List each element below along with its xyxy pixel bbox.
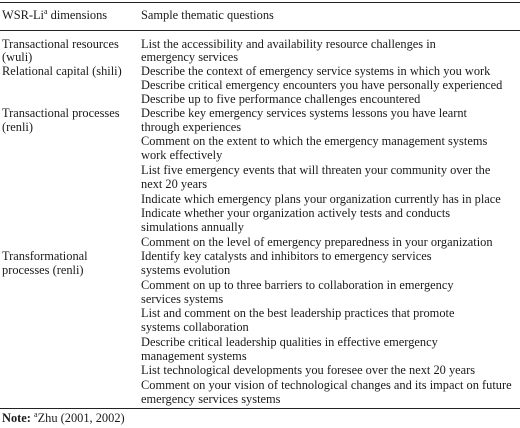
row1-question-line2: emergency services	[141, 50, 239, 64]
row4-question-line10: Comment on your vision of technological changes and its impact on future	[141, 378, 512, 392]
row4-question-line3: Comment on up to three barriers to collaboration in emergency	[141, 278, 454, 292]
header-bottom-rule	[0, 30, 520, 31]
row4-dimension-line1: Transformational	[2, 249, 88, 263]
row4-question-line9: List technological developments you foresee over the next 20 years	[141, 363, 476, 377]
note-text: Zhu (2001, 2002)	[37, 411, 125, 425]
row1-question-line1: List the accessibility and availability resource challenges in	[141, 37, 436, 51]
row4-question-line11: emergency services systems	[141, 392, 281, 406]
note-label: Note:	[2, 411, 31, 425]
row4-question-line4: services systems	[141, 292, 224, 306]
header-questions: Sample thematic questions	[141, 8, 274, 22]
row4-question-line2: systems evolution	[141, 263, 231, 277]
row4-question-line5: List and comment on the best leadership practices that promote	[141, 306, 455, 320]
table-bottom-rule	[0, 408, 520, 409]
row3-question-line7: Indicate which emergency plans your organization currently has in place	[141, 192, 501, 206]
row4-question-line6: systems collaboration	[141, 320, 249, 334]
header-dimensions-prefix: WSR-Li	[2, 8, 44, 22]
header-dimensions-suffix: dimensions	[47, 8, 108, 22]
row2-question-line2: Describe critical emergency encounters you have personally experienced	[141, 78, 503, 92]
row4-question-line1: Identify key catalysts and inhibitors to emergency services	[141, 249, 432, 263]
row3-question-line8: Indicate whether your organization actively tests and conducts	[141, 206, 451, 220]
row1-dimension-line2: (wuli)	[2, 50, 33, 64]
row3-question-line10: Comment on the level of emergency preparedness in your organization	[141, 235, 493, 249]
row3-question-line9: simulations annually	[141, 220, 244, 234]
row3-dimension-line1: Transactional processes	[2, 106, 120, 120]
header-dimensions-sup: a	[44, 6, 48, 16]
row2-question-line3: Describe up to five performance challenges encountered	[141, 92, 421, 106]
row3-question-line2: through experiences	[141, 120, 242, 134]
note-sup: a	[34, 409, 38, 419]
table-top-rule	[0, 2, 520, 3]
row1-dimension-line1: Transactional resources	[2, 37, 119, 51]
row3-question-line6: next 20 years	[141, 177, 208, 191]
row3-dimension-line2: (renli)	[2, 120, 33, 134]
row4-question-line7: Describe critical leadership qualities in effective emergency	[141, 335, 438, 349]
row3-question-line3: Comment on the extent to which the emergency management systems	[141, 134, 488, 148]
row3-question-line5: List five emergency events that will threaten your community over the	[141, 163, 491, 177]
row4-question-line8: management systems	[141, 349, 247, 363]
row4-dimension-line2: processes (renli)	[2, 263, 84, 277]
row2-question-line1: Describe the context of emergency service systems in which you work	[141, 64, 491, 78]
row3-question-line1: Describe key emergency services systems lessons you have learnt	[141, 106, 467, 120]
table-note	[2, 409, 125, 425]
header-dimensions	[2, 6, 108, 22]
row3-question-line4: work effectively	[141, 148, 223, 162]
row2-dimension-line1: Relational capital (shili)	[2, 64, 122, 78]
